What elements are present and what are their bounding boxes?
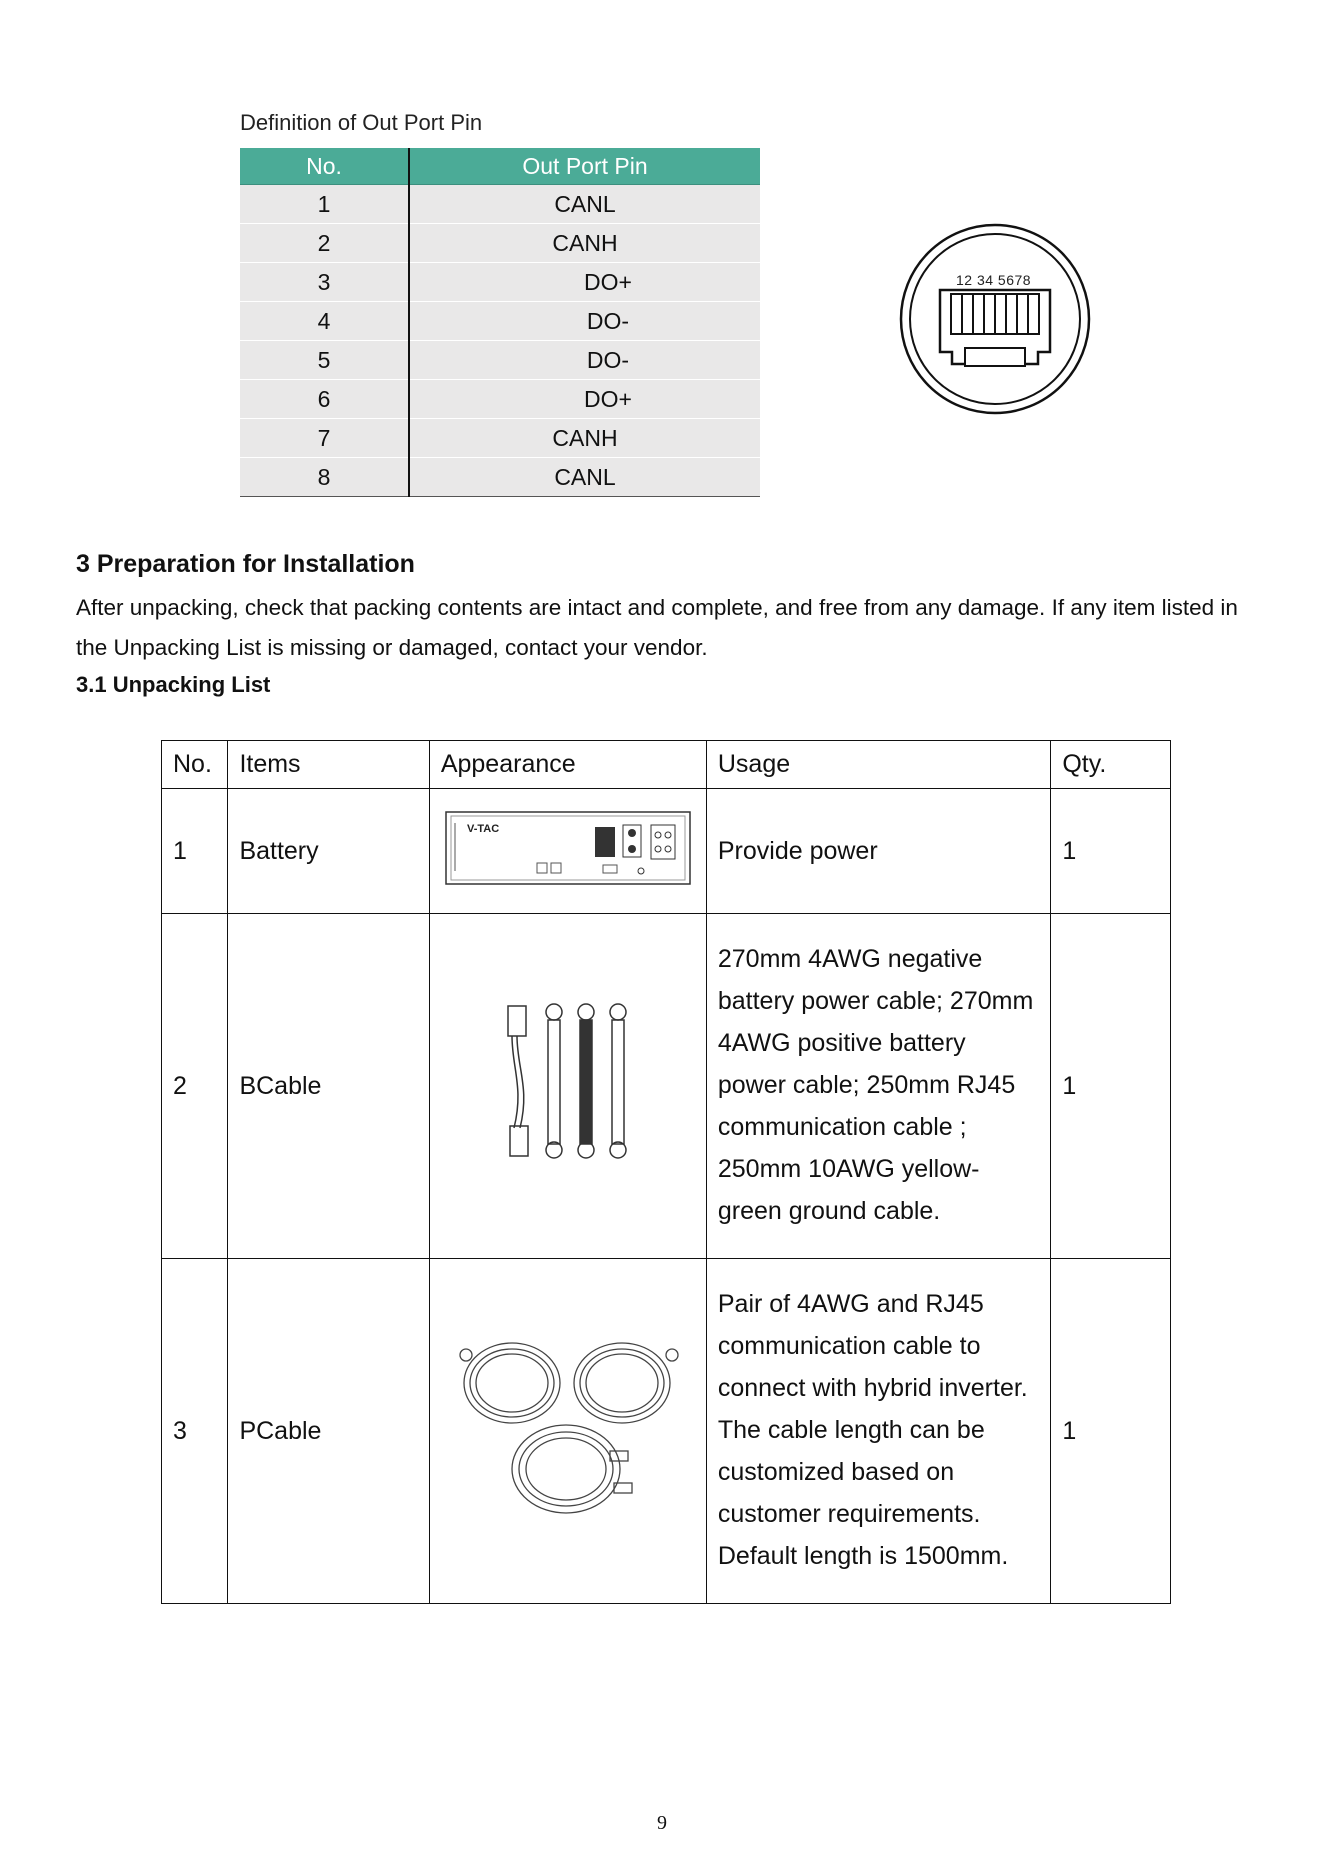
- pin-row: [240, 419, 760, 458]
- pin-name: CANH: [552, 229, 618, 256]
- row-item: BCable: [228, 914, 429, 1259]
- pin-name: CANH: [552, 424, 618, 451]
- table-row: [162, 914, 1171, 1259]
- pin-row: [240, 341, 760, 380]
- section-title: 3 Preparation for Installation: [76, 550, 415, 578]
- section-intro: After unpacking, check that packing contents are intact and complete, and free from any damage. If any item listed in the Unpacking List is missing or damaged, contact your vendor.: [76, 595, 1238, 660]
- row-qty: 1: [1051, 914, 1171, 1259]
- pin-row: [240, 263, 760, 302]
- header-items: Items: [228, 741, 429, 789]
- header-appearance: Appearance: [429, 741, 706, 789]
- pin-row: [240, 380, 760, 419]
- row-usage: 270mm 4AWG negative battery power cable; 270mm 4AWG positive battery power cable; 250mm RJ45 communication cable ; 250mm 10AWG yellow-green ground cable.: [706, 914, 1051, 1259]
- pin-no: 2: [240, 224, 409, 263]
- subsection-title: 3.1 Unpacking List: [76, 672, 271, 697]
- row-qty: 1: [1051, 789, 1171, 914]
- header-no: No.: [240, 148, 409, 185]
- pin-row: [240, 302, 760, 341]
- row-qty: 1: [1051, 1259, 1171, 1604]
- battery-brand-text: V-TAC: [466, 822, 500, 835]
- coiled-cables-icon: [450, 1333, 686, 1523]
- row-usage: Pair of 4AWG and RJ45 communication cable to connect with hybrid inverter. The cable length can be customized based on customer requirements. Default length is 1500mm.: [706, 1259, 1051, 1604]
- table-row: [162, 1259, 1171, 1604]
- pin-name: DO+: [584, 268, 632, 295]
- header-no: No.: [162, 741, 228, 789]
- battery-cables-icon: [498, 998, 638, 1168]
- pin-no: 7: [240, 419, 409, 458]
- header-out-port-pin: Out Port Pin: [409, 148, 760, 185]
- row-item: Battery: [228, 789, 429, 914]
- table-row: [162, 789, 1171, 914]
- pin-definition-table: [240, 148, 760, 497]
- header-usage: Usage: [706, 741, 1051, 789]
- pin-name: DO-: [586, 307, 630, 334]
- pin-no: 5: [240, 341, 409, 380]
- row-no: 1: [162, 789, 228, 914]
- header-qty: Qty.: [1051, 741, 1171, 789]
- pin-name: DO-: [586, 346, 630, 373]
- pin-name: CANL: [554, 463, 616, 490]
- page-number: 9: [657, 1812, 667, 1834]
- pin-no: 1: [240, 185, 409, 224]
- pin-table-caption: Definition of Out Port Pin: [240, 110, 483, 135]
- rj45-connector-icon: [898, 222, 1092, 416]
- row-appearance: [429, 914, 706, 1259]
- pin-name: DO+: [584, 385, 632, 412]
- battery-module-icon: [445, 811, 691, 885]
- pin-no: 8: [240, 458, 409, 497]
- pin-row: [240, 224, 760, 263]
- pin-no: 3: [240, 263, 409, 302]
- pin-table-header-row: [240, 148, 760, 185]
- unpacking-list-table: [161, 740, 1171, 1604]
- pin-row: [240, 458, 760, 497]
- row-usage: Provide power: [706, 789, 1051, 914]
- pin-name: CANL: [554, 190, 616, 217]
- row-item: PCable: [228, 1259, 429, 1604]
- pin-no: 4: [240, 302, 409, 341]
- pin-row: [240, 185, 760, 224]
- row-no: 2: [162, 914, 228, 1259]
- unpack-header-row: [162, 741, 1171, 789]
- row-appearance: [429, 1259, 706, 1604]
- pin-no: 6: [240, 380, 409, 419]
- row-appearance: [429, 789, 706, 914]
- connector-pin-numbers: 12 34 5678: [956, 272, 1032, 288]
- row-no: 3: [162, 1259, 228, 1604]
